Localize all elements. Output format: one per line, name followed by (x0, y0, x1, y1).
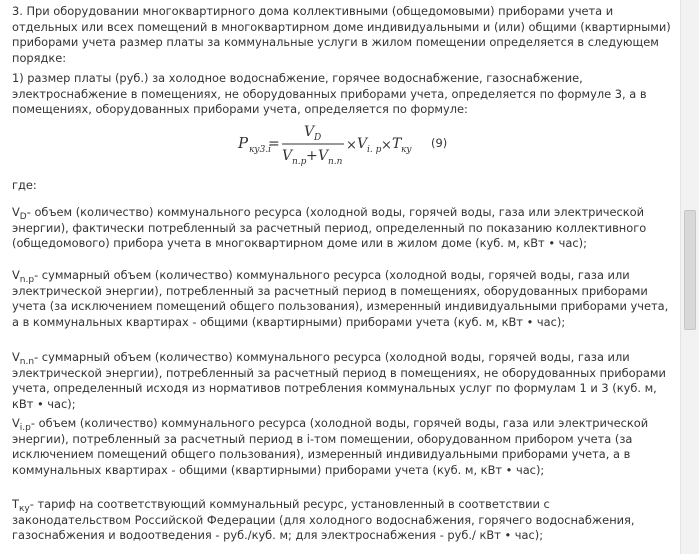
paragraph-where: где: (12, 178, 37, 192)
definition-symbol: T (12, 497, 19, 511)
formula-times-2: × (381, 138, 392, 153)
definition-symbol: V (12, 268, 20, 282)
formula-graphic (236, 120, 496, 168)
definition-symbol: V (12, 416, 20, 430)
definition-symbol-sub: n.p (19, 275, 35, 285)
formula-plus: + (306, 148, 318, 164)
definition-symbol-sub: i.p (19, 423, 31, 433)
definition-symbol: V (12, 350, 20, 364)
formula-tariff: T (392, 136, 402, 152)
formula-times-1: × (346, 138, 357, 153)
definition-tku (12, 497, 672, 544)
formula-denominator-b-sub: n.n (328, 157, 343, 167)
definition-vnn (12, 350, 672, 412)
definition-symbol-sub: ку (18, 504, 30, 514)
formula-v-ip-sub: i. p (367, 145, 382, 155)
definition-vip (12, 416, 672, 478)
definition-symbol: V (12, 205, 20, 219)
formula-tariff-sub: ку (401, 145, 412, 155)
formula-denominator-b: V (318, 148, 329, 164)
formula-equals: = (268, 136, 280, 152)
formula-numerator-sub: D (314, 133, 322, 143)
definition-symbol-sub: n.n (19, 357, 35, 367)
formula-v-ip: V (357, 136, 368, 152)
paragraph-intro: 3. При оборудовании многоквартирного дома коллективными (общедомовыми) приборами учета и отдельных или всех помещений в многоквартирном доме индивидуальными и (или) общими (квартирными) приборами учета размер платы за коммунальные услуги в жилом помещении определяется в следующем порядке: (12, 4, 671, 65)
vertical-scrollbar[interactable] (680, 0, 699, 554)
definition-text: - суммарный объем (количество) коммунального ресурса (холодной воды, горячей воды, газа или электрической энергии), потребленный за расчетный период в помещениях, оборудованных приборами учета (за исключением помещений общего пользования), измеренный индивидуальными приборами учета, а в коммунальных квартирах - общими (квартирными) приборами учета (куб. м, кВт • час); (12, 268, 669, 329)
definition-text: - суммарный объем (количество) коммунального ресурса (холодной воды, горячей воды, газа или электрической энергии), потребленный за расчетный период в помещениях, не оборудованных приборами учета, определенный исходя из нормативов потребления коммунальных услуг по формулам 1 и 3 (куб. м, кВт • час); (12, 350, 666, 411)
formula-lhs-sub: ку3.i (249, 145, 272, 155)
definition-vd (12, 205, 672, 252)
formula-lhs: P (238, 134, 249, 152)
paragraph-item-1: 1) размер платы (руб.) за холодное водоснабжение, горячее водоснабжение, газоснабжение, электроснабжение в помещениях, не оборудованных приборами учета, определяется по формуле 3, а в помещениях, оборудованных приборами учета, определяется по формуле: (12, 71, 647, 117)
definition-text: - тариф на соответствующий коммунальный ресурс, установленный в соответствии с законодательством Российской Федерации (для холодного водоснабжения, горячего водоснабжения, газоснабжения и водоотведения - руб./куб. м; для электроснабжения - руб./ кВт • час); (12, 497, 635, 543)
definition-vnp (12, 268, 672, 330)
formula-numerator: V (304, 124, 315, 140)
formula-number: (9) (431, 136, 448, 150)
scrollbar-thumb[interactable] (684, 210, 696, 330)
definition-symbol-sub: D (19, 212, 27, 222)
formula-9 (236, 120, 496, 168)
definition-text: - объем (количество) коммунального ресурса (холодной воды, горячей воды, газа или электрической энергии), фактически потребленный за расчетный период, определенный по показанию коллективного (общедомового) прибора учета в многоквартирном доме или в жилом доме (куб. м, кВт • час); (12, 205, 647, 251)
formula-denominator-a: V (282, 148, 293, 164)
definition-text: - объем (количество) коммунального ресурса (холодной воды, горячей воды, газа или электрической энергии), потребленный за расчетный период в i-том помещении, оборудованном прибором учета (за исключением помещений общего пользования), измеренный индивидуальными приборами учета, а в коммунальных квартирах - общими (квартирными) приборами учета (куб. м, кВт • час); (12, 416, 649, 477)
formula-denominator-a-sub: n.p (292, 157, 307, 167)
